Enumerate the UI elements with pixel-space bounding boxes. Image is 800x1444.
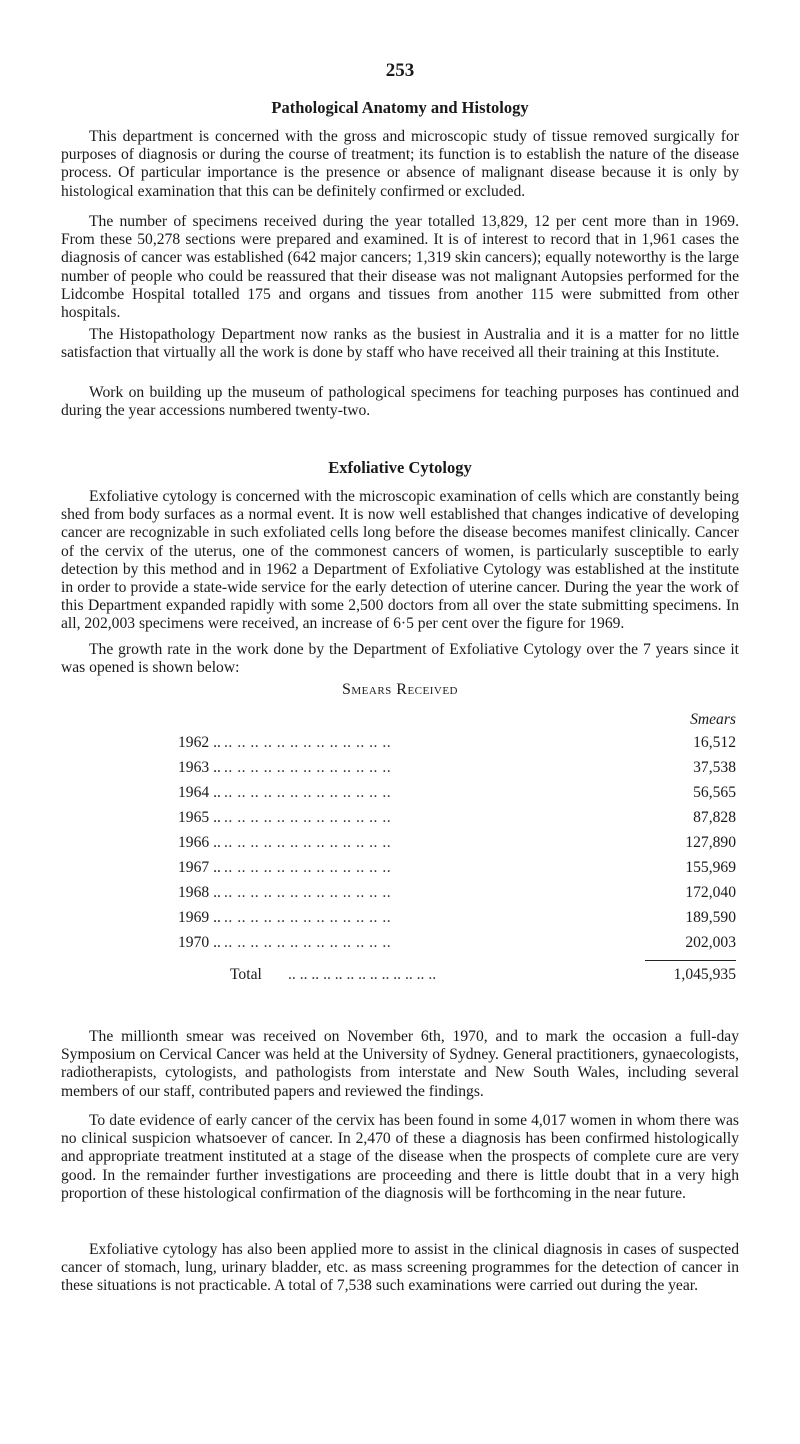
- year-cell: 1970 ..: [178, 934, 221, 951]
- section-heading-cytology: Exfoliative Cytology: [328, 458, 472, 477]
- year-cell: 1963 ..: [178, 759, 221, 776]
- paragraph: The number of specimens received during the year totalled 13,829, 12 per cent more than in 1969. From these 50,278 sections were prepared and examined. It is of interest to record that in 1,961 cases the diagnosis of cancer was established (642 major cancers; 1,319 skin cancers); equally noteworthy is the large number of people who could be reassured that their disease was not malignant Autopsies performed for the Lidcombe Hospital totalled 175 and organs and tissues from another 115 were submitted from other hospitals.: [61, 213, 739, 322]
- table-row: [178, 908, 736, 933]
- paragraph: The millionth smear was received on November 6th, 1970, and to mark the occasion a full-day Symposium on Cervical Cancer was held at the University of Sydney. General practitioners, gynaecologists, radiotherapists, cytologists, and pathologists from interstate and New South Wales, including several members of our staff, contributed papers and reviewed the findings.: [61, 1028, 739, 1100]
- section-heading-histology: Pathological Anatomy and Histology: [271, 98, 529, 117]
- year-cell: 1969 ..: [178, 909, 221, 926]
- total-rule: [645, 960, 736, 961]
- year-cell: 1968 ..: [178, 884, 221, 901]
- leader-dots: .. .. .. .. .. .. .. .. .. .. .. .. ..: [288, 966, 437, 983]
- paragraph: Exfoliative cytology is concerned with the microscopic examination of cells which are constantly being shed from body surfaces as a normal event. It is now well established that changes indicative of developing cancer are recognizable in such exfoliated cells long before the disease becomes manifest clinically. Cancer of the cervix of the uterus, one of the commonest cancers of women, is particularly susceptible to early detection by this method and in 1962 a Department of Exfoliative Cytology was established at the institute in order to provide a state-wide service for the early detection of uterine cancer. During the year the work of this Department expanded rapidly with some 2,500 doctors from all over the state submitting specimens. In all, 202,003 specimens were received, an increase of 6·5 per cent over the figure for 1969.: [61, 488, 739, 633]
- page-number: 253: [385, 60, 415, 81]
- table-row: [178, 783, 736, 808]
- table-row: [178, 733, 736, 758]
- leader-dots: .. .. .. .. .. .. .. .. .. .. .. .. ..: [224, 734, 392, 751]
- value-cell: 37,538: [693, 759, 736, 776]
- value-cell: 87,828: [693, 809, 736, 826]
- value-cell: 155,969: [685, 859, 736, 876]
- value-cell: 56,565: [693, 784, 736, 801]
- total-label: Total: [230, 966, 262, 983]
- table-row: [178, 933, 736, 958]
- value-cell: 202,003: [685, 934, 736, 951]
- paragraph: Work on building up the museum of pathological specimens for teaching purposes has continued and during the year accessions numbered twenty-two.: [61, 384, 739, 420]
- value-cell: 189,590: [685, 909, 736, 926]
- leader-dots: .. .. .. .. .. .. .. .. .. .. .. .. ..: [224, 934, 392, 951]
- value-cell: 127,890: [685, 834, 736, 851]
- column-header: Smears: [690, 711, 736, 728]
- year-cell: 1964 ..: [178, 784, 221, 801]
- paragraph: Exfoliative cytology has also been applied more to assist in the clinical diagnosis in cases of suspected cancer of stomach, lung, urinary bladder, etc. as mass screening programmes for the detection of cancer in these situations is not practicable. A total of 7,538 such examinations were carried out during the year.: [61, 1241, 739, 1295]
- value-cell: 172,040: [685, 884, 736, 901]
- paragraph: The growth rate in the work done by the Department of Exfoliative Cytology over the 7 years since it was opened is shown below:: [61, 641, 739, 677]
- total-row: [178, 965, 736, 987]
- leader-dots: .. .. .. .. .. .. .. .. .. .. .. .. ..: [224, 859, 392, 876]
- year-cell: 1965 ..: [178, 809, 221, 826]
- smears-table: [178, 733, 736, 958]
- paragraph: The Histopathology Department now ranks as the busiest in Australia and it is a matter for no little satisfaction that virtually all the work is done by staff who have received all their training at this Institute.: [61, 326, 739, 362]
- leader-dots: .. .. .. .. .. .. .. .. .. .. .. .. ..: [224, 834, 392, 851]
- table-row: [178, 858, 736, 883]
- year-cell: 1967 ..: [178, 859, 221, 876]
- leader-dots: .. .. .. .. .. .. .. .. .. .. .. .. ..: [224, 884, 392, 901]
- leader-dots: .. .. .. .. .. .. .. .. .. .. .. .. ..: [224, 759, 392, 776]
- value-cell: 16,512: [693, 734, 736, 751]
- year-cell: 1962 ..: [178, 734, 221, 751]
- table-row: [178, 808, 736, 833]
- paragraph: This department is concerned with the gross and microscopic study of tissue removed surgically for purposes of diagnosis or during the course of treatment; its function is to establish the nature of the disease process. Of particular importance is the presence or absence of malignant disease because it is only by histological examination that this can be definitely confirmed or excluded.: [61, 128, 739, 200]
- leader-dots: .. .. .. .. .. .. .. .. .. .. .. .. ..: [224, 809, 392, 826]
- table-row: [178, 833, 736, 858]
- table-row: [178, 883, 736, 908]
- paragraph: To date evidence of early cancer of the cervix has been found in some 4,017 women in whom there was no clinical suspicion whatsoever of cancer. In 2,470 of these a diagnosis has been confirmed histologically and appropriate treatment instituted at a stage of the disease when the prospects of complete cure are very good. In the remainder further investigations are proceeding and there is little doubt that in a very high proportion of these histological confirmation of the diagnosis will be forthcoming in the near future.: [61, 1112, 739, 1202]
- table-caption: Smears Received: [341, 681, 458, 698]
- year-cell: 1966 ..: [178, 834, 221, 851]
- leader-dots: .. .. .. .. .. .. .. .. .. .. .. .. ..: [224, 784, 392, 801]
- total-value: 1,045,935: [673, 966, 736, 983]
- table-row: [178, 758, 736, 783]
- leader-dots: .. .. .. .. .. .. .. .. .. .. .. .. ..: [224, 909, 392, 926]
